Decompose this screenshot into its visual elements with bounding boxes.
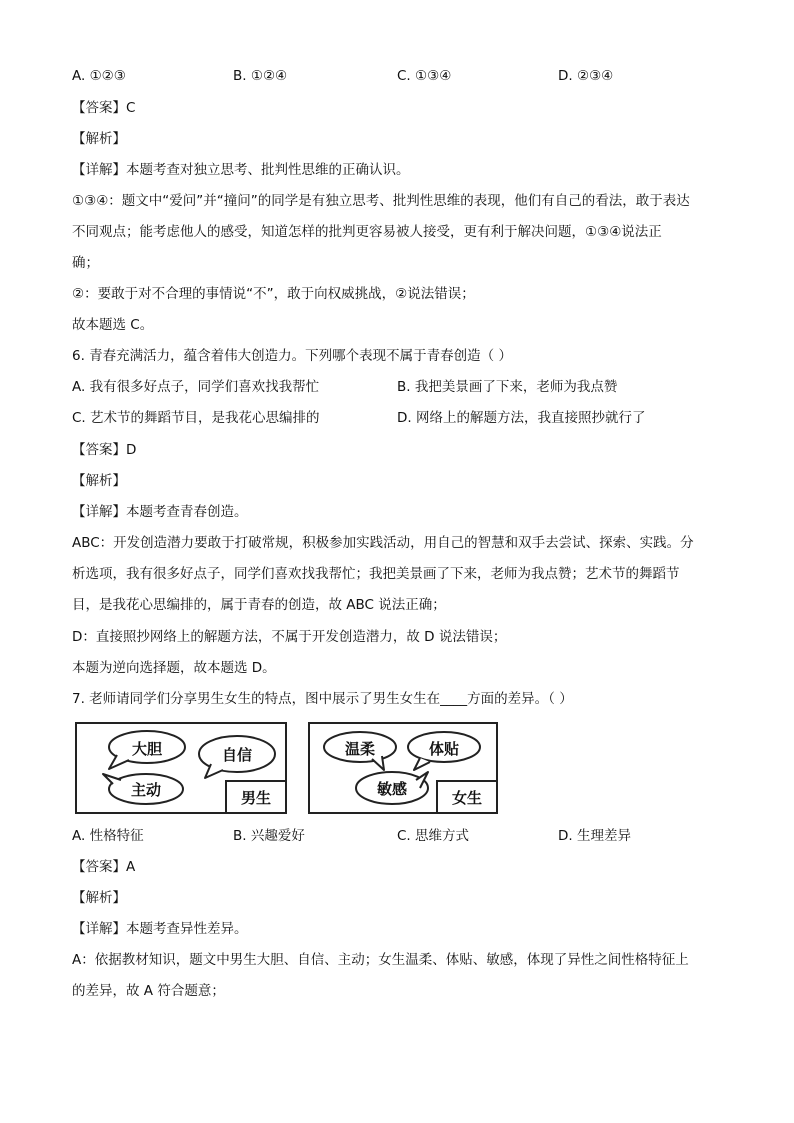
- q6-option-a: A. 我有很多好点子，同学们喜欢找我帮忙: [72, 379, 320, 395]
- q7-option-a: A. 性格特征: [72, 828, 144, 844]
- q5-option-c: C. ①③④: [397, 68, 452, 84]
- q7-stem: 7. 老师请同学们分享男生女生的特点，图中展示了男生女生在____方面的差异。（ ）: [72, 691, 573, 707]
- q6-option-c: C. 艺术节的舞蹈节目，是我花心思编排的: [72, 410, 320, 426]
- speech-bubble-proactive: [107, 772, 185, 806]
- q6-analysis-heading: 【解析】: [72, 473, 126, 489]
- boys-traits-figure: [75, 722, 287, 814]
- speech-bubble-confident: [197, 734, 277, 774]
- q6-option-d: D. 网络上的解题方法，我直接照抄就行了: [397, 410, 646, 426]
- q7-option-d: D. 生理差异: [558, 828, 631, 844]
- speech-bubble-bold: [107, 729, 187, 767]
- trait-proactive: 主动: [130, 780, 161, 799]
- q6-explanation-wrong: D：直接照抄网络上的解题方法，不属于开发创造潜力，故 D 说法错误；: [72, 629, 507, 645]
- girls-traits-figure: [308, 722, 498, 814]
- q5-detail: 【详解】本题考查对独立思考、批判性思维的正确认识。: [72, 162, 410, 178]
- q5-explanation-wrong: ②：要敢于对不合理的事情说“不”，敢于向权威挑战，②说法错误；: [72, 286, 475, 302]
- q7-option-c: C. 思维方式: [397, 828, 470, 844]
- speech-bubble-sensitive: [354, 770, 430, 806]
- girls-label: 女生: [436, 780, 496, 812]
- trait-caring: 体贴: [428, 739, 459, 758]
- q5-explanation-line-2: 不同观点；能考虑他人的感受，知道怎样的批判更容易被人接受，更有利于解决问题，①③④说法正: [72, 224, 662, 240]
- q5-explanation-line-3: 确；: [72, 255, 99, 271]
- q7-analysis-heading: 【解析】: [72, 890, 126, 906]
- speech-bubble-caring: [406, 730, 482, 766]
- q5-explanation-line-1: ①③④：题文中“爱问”并“撞问”的同学是有独立思考、批判性思维的表现，他们有自己的看法，敢于表达: [72, 193, 690, 209]
- trait-gentle: 温柔: [344, 739, 375, 758]
- q6-detail: 【详解】本题考查青春创造。: [72, 504, 248, 520]
- q5-answer: 【答案】C: [72, 100, 136, 116]
- trait-bold: 大胆: [131, 739, 162, 758]
- q5-analysis-heading: 【解析】: [72, 131, 126, 147]
- trait-confident: 自信: [221, 745, 252, 764]
- q5-conclusion: 故本题选 C。: [72, 317, 154, 333]
- boys-label: 男生: [225, 780, 285, 812]
- q7-explanation-line-2: 的差异，故 A 符合题意；: [72, 983, 225, 999]
- q6-conclusion: 本题为逆向选择题，故本题选 D。: [72, 660, 276, 676]
- q6-stem: 6. 青春充满活力，蕴含着伟大创造力。下列哪个表现不属于青春创造（ ）: [72, 348, 512, 364]
- speech-bubble-gentle: [322, 730, 398, 766]
- trait-sensitive: 敏感: [376, 779, 407, 798]
- q6-option-b: B. 我把美景画了下来，老师为我点赞: [397, 379, 618, 395]
- q6-explanation-line-2: 析选项，我有很多好点子，同学们喜欢找我帮忙；我把美景画了下来，老师为我点赞；艺术节的舞蹈节: [72, 566, 680, 582]
- q5-option-a: A. ①②③: [72, 68, 126, 84]
- q6-explanation-line-3: 目，是我花心思编排的，属于青春的创造，故 ABC 说法正确；: [72, 597, 446, 613]
- q7-explanation-line-1: A：依据教材知识，题文中男生大胆、自信、主动；女生温柔、体贴、敏感，体现了异性之间性格特征上: [72, 952, 689, 968]
- q7-answer: 【答案】A: [72, 859, 136, 875]
- q7-option-b: B. 兴趣爱好: [233, 828, 305, 844]
- q6-answer: 【答案】D: [72, 442, 137, 458]
- q7-detail: 【详解】本题考查异性差异。: [72, 921, 248, 937]
- q5-option-b: B. ①②④: [233, 68, 288, 84]
- q5-option-d: D. ②③④: [558, 68, 614, 84]
- q6-explanation-line-1: ABC：开发创造潜力要敢于打破常规，积极参加实践活动，用自己的智慧和双手去尝试、探索、实践。分: [72, 535, 694, 551]
